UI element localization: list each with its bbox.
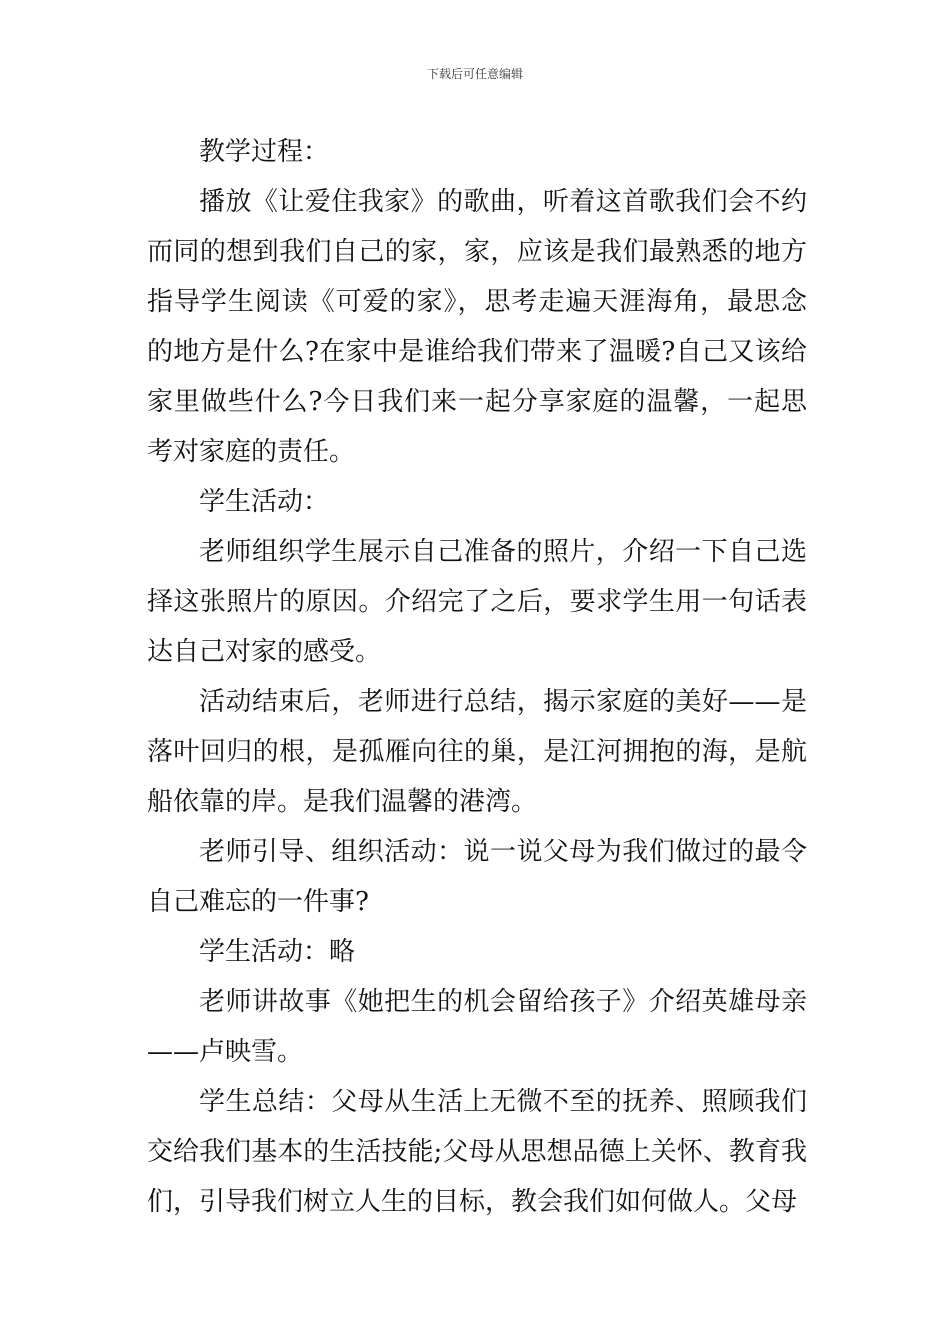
paragraph-song-intro: 播放《让爱住我家》的歌曲，听着这首歌我们会不约而同的想到我们自己的家，家，应该是我们最熟悉的地方指导学生阅读《可爱的家》，思考走遍天涯海角，最思念的地方是什么?在家中是谁给我们带来了温暖?自己又该给家里做些什么?今日我们来一起分享家庭的温馨，一起思考对家庭的责任。 bbox=[147, 187, 807, 467]
paragraph-story: 老师讲故事《她把生的机会留给孩子》介绍英雄母亲——卢映雪。 bbox=[147, 987, 807, 1067]
paragraph-student-summary: 学生总结：父母从生活上无微不至的抚养、照顾我们交给我们基本的生活技能;父母从思想品德上关怀、教育我们，引导我们树立人生的目标，教会我们如何做人。父母 bbox=[147, 1087, 807, 1217]
paragraph-student-activity-heading: 学生活动： bbox=[199, 487, 330, 517]
page-header: 下载后可任意编辑 bbox=[426, 67, 523, 81]
paragraph-teacher-summary: 活动结束后，老师进行总结，揭示家庭的美好——是落叶回归的根，是孤雁向往的巢，是江河拥抱的海，是航船依靠的岸。是我们温馨的港湾。 bbox=[147, 687, 807, 817]
paragraph-photo-activity: 老师组织学生展示自己准备的照片，介绍一下自己选择这张照片的原因。介绍完了之后，要求学生用一句话表达自己对家的感受。 bbox=[147, 537, 807, 667]
paragraph-teaching-process-heading: 教学过程： bbox=[199, 137, 330, 167]
paragraph-guided-activity: 老师引导、组织活动：说一说父母为我们做过的最令自己难忘的一件事? bbox=[147, 837, 807, 917]
paragraph-student-activity-brief: 学生活动：略 bbox=[199, 937, 356, 967]
document-body bbox=[147, 127, 807, 1227]
